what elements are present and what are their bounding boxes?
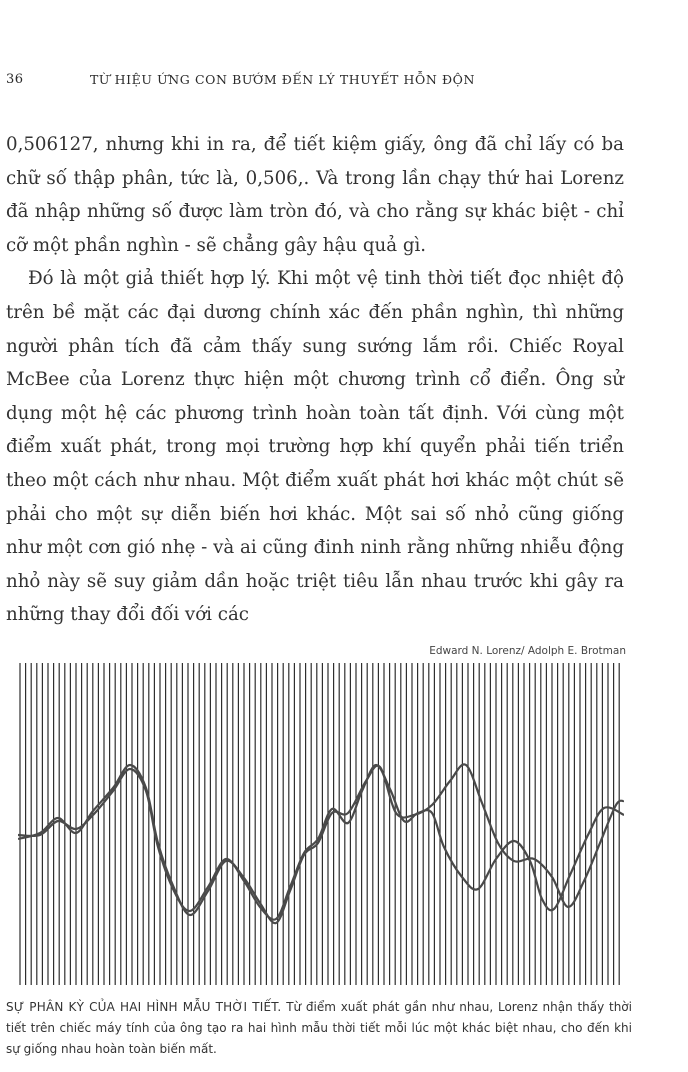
figure-caption: [6, 997, 632, 1060]
weather-curve-b: [18, 765, 624, 920]
caption-heading: SỰ PHÂN KỲ CỦA HAI HÌNH MẪU THỜI TIẾT.: [6, 1000, 282, 1014]
running-head: TỪ HIỆU ỨNG CON BƯỚM ĐẾN LÝ THUYẾT HỖN ĐỘN: [90, 72, 476, 87]
page-number: 36: [6, 72, 24, 87]
vertical-stripes: [20, 663, 619, 985]
caption-body: Từ điểm xuất phát gần như nhau, Lorenz nhận thấy thời tiết trên chiếc máy tính của ông tạo ra hai hình mẫu thời tiết mỗi lúc một khác biệt nhau, cho đến khi sự giống nhau hoàn toàn biến mất.: [6, 1000, 632, 1056]
weather-pattern-plot: [18, 663, 624, 985]
body-text: [6, 128, 624, 632]
page-header: [6, 72, 666, 96]
figure-credit: Edward N. Lorenz/ Adolph E. Brotman: [429, 645, 626, 657]
weather-curve-a: [18, 764, 624, 923]
weather-pattern-figure: [18, 663, 624, 985]
paragraph-1: 0,506127, nhưng khi in ra, để tiết kiệm giấy, ông đã chỉ lấy có ba chữ số thập phân, tức là, 0,506,. Và trong lần chạy thứ hai Lorenz đã nhập những số được làm tròn đó, và cho rằng sự khác biệt - chỉ cỡ một phần nghìn - sẽ chẳng gây hậu quả gì.: [6, 134, 624, 256]
paragraph-2: Đó là một giả thiết hợp lý. Khi một vệ tinh thời tiết đọc nhiệt độ trên bề mặt các đại dương chính xác đến phần nghìn, thì những người phân tích đã cảm thấy sung sướng lắm rồi. Chiếc Royal McBee của Lorenz thực hiện một chương trình cổ điển. Ông sử dụng một hệ các phương trình hoàn toàn tất định. Với cùng một điểm xuất phát, trong mọi trường hợp khí quyển phải tiến triển theo một cách như nhau. Một điểm xuất phát hơi khác một chút sẽ phải cho một sự diễn biến hơi khác. Một sai số nhỏ cũng giống như một cơn gió nhẹ - và ai cũng đinh ninh rằng những nhiễu động nhỏ này sẽ suy giảm dần hoặc triệt tiêu lẫn nhau trước khi gây ra những thay đổi đối với các: [6, 268, 624, 626]
